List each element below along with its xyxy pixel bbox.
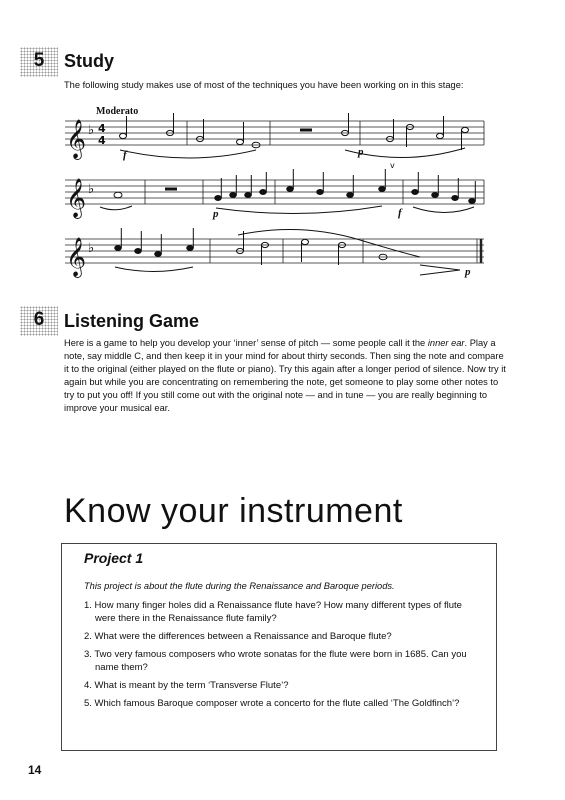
notes-staff-2 xyxy=(100,161,475,214)
dynamic-f: f xyxy=(398,207,402,219)
dynamic-p: p xyxy=(358,146,364,158)
flat-key-icon: ♭ xyxy=(88,123,95,138)
dynamic-p: p xyxy=(465,266,471,278)
notes-staff-3 xyxy=(115,228,460,275)
project-box xyxy=(61,543,497,751)
staff-line-3 xyxy=(65,239,484,263)
project-questions xyxy=(84,599,484,715)
study-intro-text: The following study makes use of most of the techniques you have been working on in this stage: xyxy=(64,80,464,90)
listening-game-text: Here is a game to help you develop your ‘inner’ sense of pitch — some people call it the inner ear. Play a note, say middle C, and then keep it in your mind for about thirty seconds. Then sing the note and compare it to the original (either played on the flute or piano). Try this again after a longer period of silence. Now try it again but while you are concentrating on remembering the note, get someone to play some other notes to try to put you off! If you still come out with the original note — and in tune — you are really beginning to improve your musical ear. xyxy=(64,338,506,413)
dynamic-f: f xyxy=(123,149,127,161)
tempo-marking: Moderato xyxy=(96,106,139,117)
question-item: 5. Which famous Baroque composer wrote a concerto for the flute called ‘The Goldfinch’? xyxy=(84,698,460,709)
section-title-listening-game: Listening Game xyxy=(64,311,200,331)
time-signature-top: 4 xyxy=(98,122,106,135)
dynamic-p: p xyxy=(213,208,219,220)
flat-key-icon: ♭ xyxy=(88,241,95,256)
treble-clef-icon: 𝄞 xyxy=(66,178,87,218)
notes-staff-1 xyxy=(120,113,469,158)
inner-ear-emphasis: inner ear xyxy=(427,338,465,348)
question-item: 2. What were the differences between a Renaissance and Baroque flute? xyxy=(84,631,392,642)
staff-line-1 xyxy=(65,121,484,145)
flat-key-icon: ♭ xyxy=(88,182,95,197)
section-number-badge: 6 xyxy=(20,306,58,336)
time-signature-bottom: 4 xyxy=(98,134,106,147)
staff-line-2 xyxy=(65,180,484,204)
treble-clef-icon: 𝄞 xyxy=(66,237,87,277)
music-score xyxy=(60,110,490,280)
question-item: 4. What is meant by the term ‘Transverse Flute’? xyxy=(84,680,289,691)
svg-text:v: v xyxy=(390,161,395,170)
know-your-instrument-heading: Know your instrument xyxy=(64,492,403,530)
page-number: 14 xyxy=(28,763,42,777)
question-item: 1. How many finger holes did a Renaissance flute have? How many different types of flute were there in the Renaissance flute family? xyxy=(84,600,462,624)
section-title-study: Study xyxy=(64,51,115,71)
project-title: Project 1 xyxy=(84,550,144,566)
project-intro: This project is about the flute during the Renaissance and Baroque periods. xyxy=(84,581,395,591)
section-number-badge: 5 xyxy=(20,47,58,77)
treble-clef-icon: 𝄞 xyxy=(66,119,87,159)
question-item: 3. Two very famous composers who wrote sonatas for the flute were born in 1685. Can you name them? xyxy=(84,649,467,673)
